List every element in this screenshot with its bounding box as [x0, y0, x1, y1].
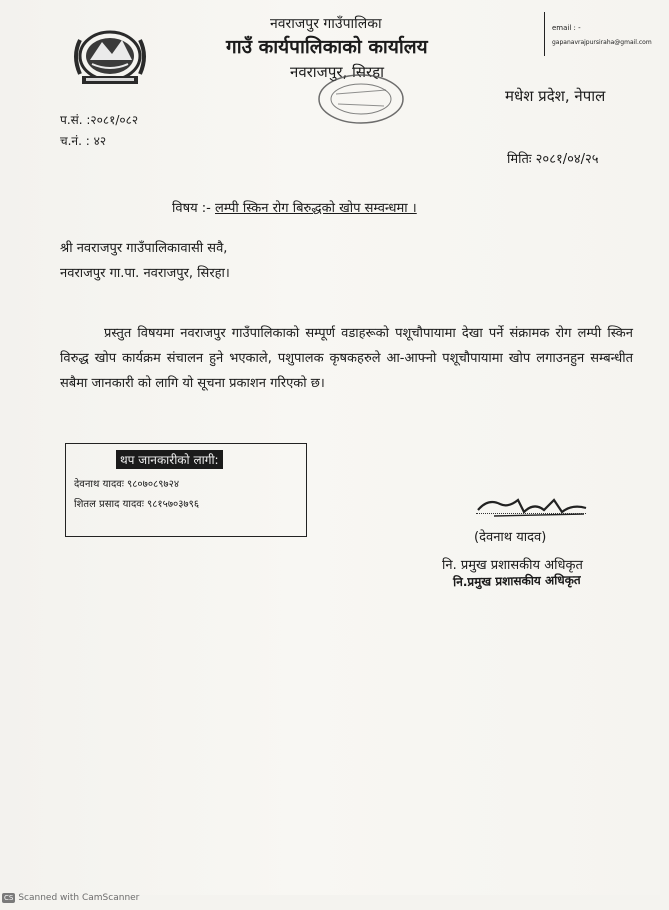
reference-number: प.सं. :२०८१/०८२: [60, 113, 139, 127]
nepal-emblem-logo: [62, 20, 158, 90]
contact-line-2: शितल प्रसाद यादवः ९८१५७०३७९६: [74, 499, 200, 510]
signatory-designation: नि. प्रमुख प्रशासकीय अधिकृत: [442, 558, 583, 573]
office-address: नवराजपुर, सिरहा: [290, 63, 385, 81]
email-label: email : -: [552, 24, 581, 32]
contact-info-box: [65, 443, 307, 537]
addressee-line-2: नवराजपुर गा.पा. नवराजपुर, सिरहा।: [60, 266, 230, 281]
subject-text: लम्पी स्किन रोग बिरुद्धको खोप सम्वन्धमा ।: [215, 201, 417, 216]
camscanner-icon: CS: [4, 894, 14, 902]
notice-body: प्रस्तुत विषयमा नवराजपुर गाउँपालिकाको सम्पूर्ण वडाहरूको पशूचौपायामा देखा पर्ने संक्रामक रोग लम्पी स्किन विरुद्ध खोप कार्यक्रम संचालन हुने भएकाले, पशुपालक कृषकहरुले आ-आफ्नो पशूचौपायामा खोप लगाउनहुन सम्बन्धीत सबैमा जानकारी को लागि यो सूचना प्रकाशन गरिएको छ।: [60, 326, 633, 391]
watermark-text: Scanned with CamScanner: [18, 893, 140, 903]
designation-seal: नि.प्रमुख प्रशासकीय अधिकृत: [452, 572, 581, 590]
subject-label: विषय :-: [172, 201, 211, 216]
subject-line: [172, 198, 417, 216]
contact-block: [542, 12, 662, 62]
email-address: gapanavrajpursiraha@gmail.com: [552, 39, 652, 46]
addressee-line-1: श्री नवराजपुर गाउँपालिकावासी सवै,: [60, 241, 228, 256]
signature-line: [476, 513, 586, 514]
contact-line-1: देवनाथ यादवः ९८०७०८९७२४: [74, 479, 180, 490]
signatory-name: (देवनाथ यादव): [474, 530, 547, 545]
contact-icon: [544, 12, 559, 56]
scanner-watermark: [2, 893, 139, 903]
province-label: मधेश प्रदेश, नेपाल: [505, 87, 606, 105]
info-box-heading: थप जानकारीको लागी:: [116, 450, 223, 469]
letter-date: मितिः २०८१/०४/२५: [507, 152, 599, 167]
office-title: गाउँ कार्यपालिकाको कार्यालय: [226, 36, 428, 58]
dispatch-number: च.नं. : ४२: [60, 134, 107, 148]
handwritten-signature: [474, 488, 590, 524]
municipality-name: नवराजपुर गाउँपालिका: [270, 16, 382, 32]
office-stamp: [306, 70, 416, 128]
